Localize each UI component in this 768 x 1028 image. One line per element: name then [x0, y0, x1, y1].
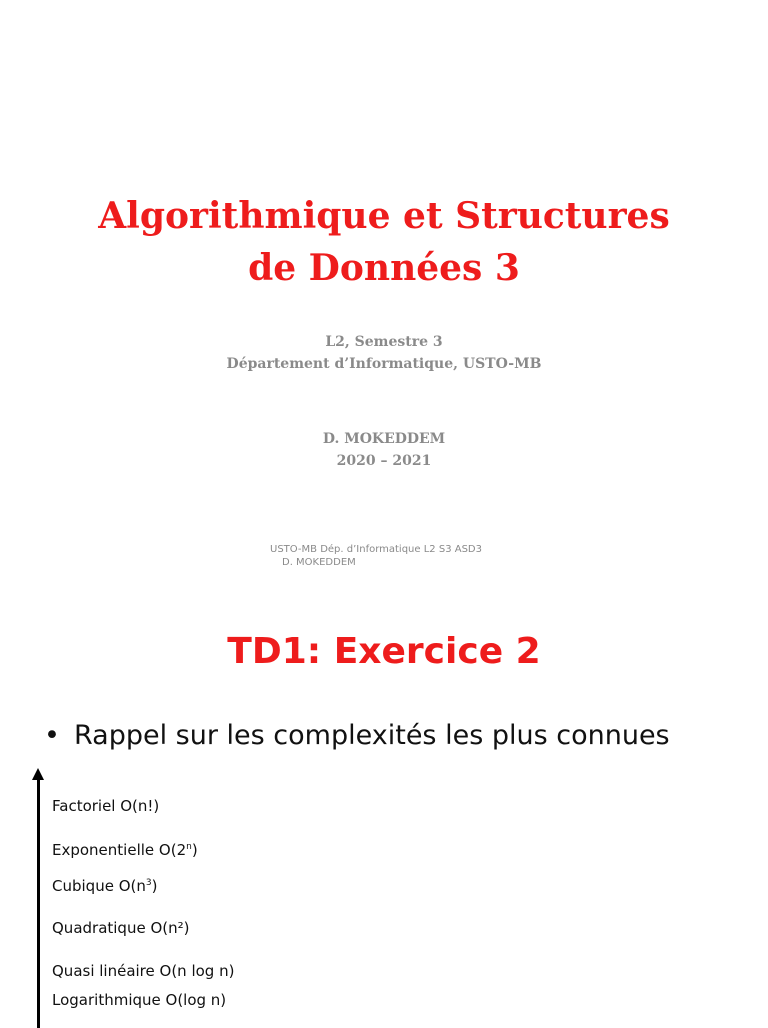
complexity-axis [37, 778, 40, 1028]
bullet-text: Rappel sur les complexités les plus connues [74, 720, 670, 751]
course-info [0, 331, 768, 375]
course-level: L2, Semestre 3 [325, 334, 443, 350]
slide-footer [270, 543, 482, 569]
footer-line1: USTO-MB Dép. d’Informatique L2 S3 ASD3 [270, 544, 482, 555]
complexity-exponential: Exponentielle O(2$^n$) [52, 841, 198, 859]
complexity-factorial: Factoriel O(n!) [52, 797, 160, 815]
exercise-title: TD1: Exercice 2 [227, 631, 541, 672]
course-title-line1: Algorithmique et Structures [98, 195, 670, 237]
complexity-logarithmic: Logarithmique O(log n) [52, 991, 227, 1009]
course-department: Département d’Informatique, USTO-MB [226, 356, 542, 372]
complexity-quadratic: Quadratique O(n²) [52, 919, 190, 937]
exercise-slide [0, 590, 768, 1024]
author-info [0, 428, 768, 472]
bullet-icon: • [44, 720, 60, 751]
author-name: D. MOKEDDEM [322, 431, 446, 447]
complexity-quasi-linear: Quasi linéaire O(n log n) [52, 962, 235, 980]
complexity-cubic: Cubique $O(n^3)$ [52, 877, 158, 895]
footer-line2: D. MOKEDDEM [282, 557, 356, 568]
course-title-line2: de Données 3 [248, 247, 520, 289]
course-title [0, 190, 768, 294]
academic-year: 2020 – 2021 [336, 453, 432, 469]
bullet-point [44, 718, 670, 754]
